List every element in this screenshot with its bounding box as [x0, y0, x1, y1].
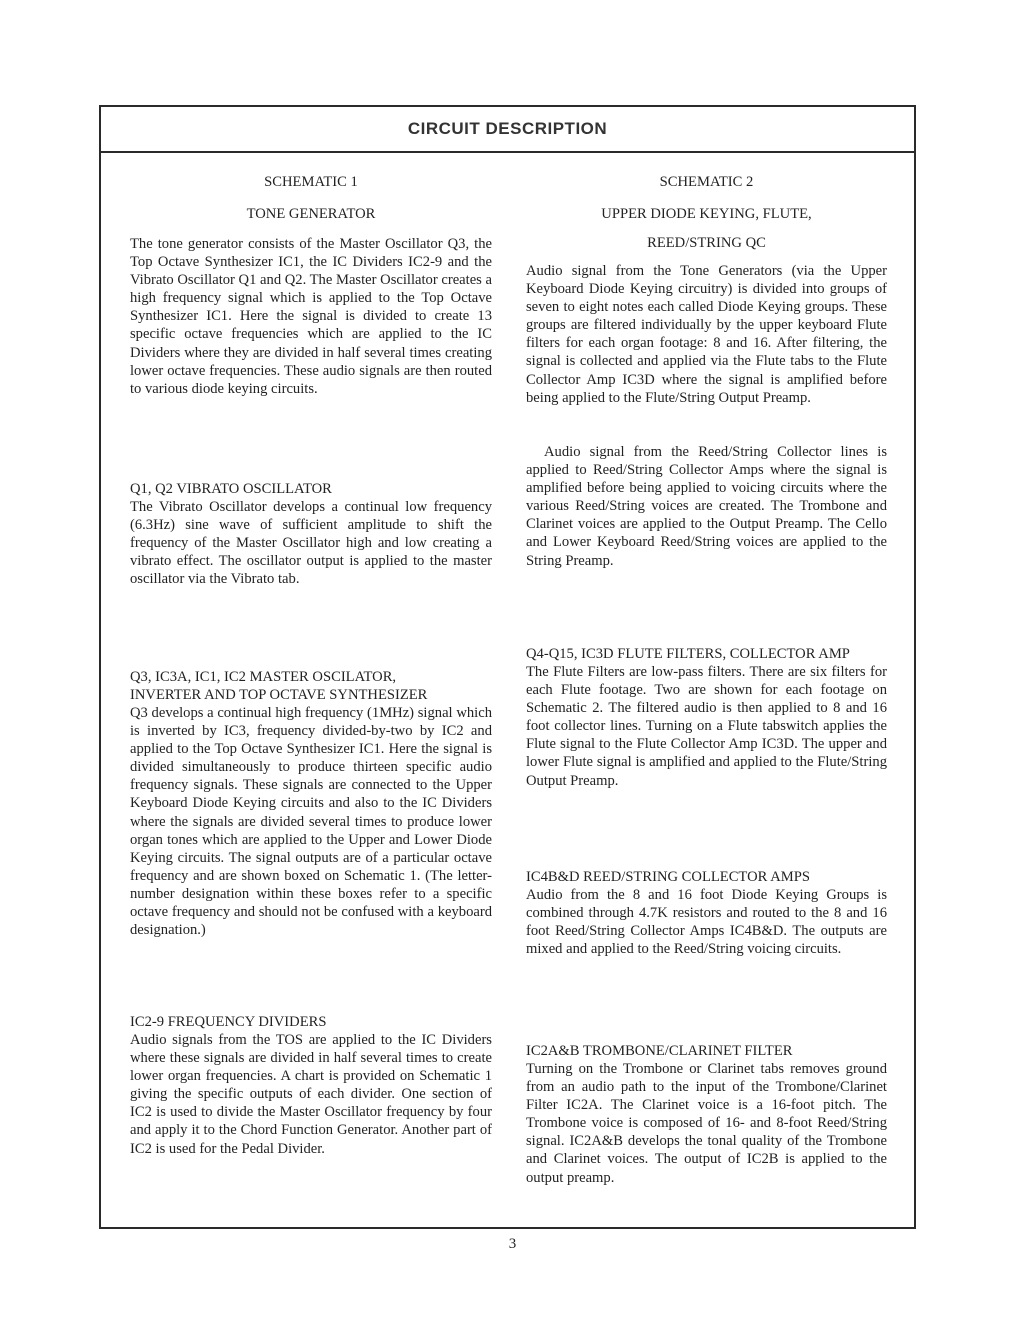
tone-generator-intro: The tone generator consists of the Master Oscillator Q3, the Top Octave Synthesizer IC1, the IC Dividers IC2-9 and the Vibrato Oscillator Q1 and Q2. The Master Oscillator creates a high frequency signal which is applied to the Top Octave Synthesizer IC1. Here the signal is divided to create 13 specific octave frequencies which are applied to the IC Dividers where they are divided in half several times creating lower octave frequencies. These audio signals are then routed to various diode keying circuits.	[130, 236, 492, 397]
schematic-2-title: SCHEMATIC 2	[659, 174, 754, 190]
schematic-2-subtitle-line2: REED/STRING QC	[647, 235, 766, 251]
trombone-heading: IC2A&B TROMBONE/CLARINET FILTER	[526, 1043, 793, 1059]
flute-filters-heading: Q4-Q15, IC3D FLUTE FILTERS, COLLECTOR AMP	[526, 646, 850, 662]
trombone-body: Turning on the Trombone or Clarinet tabs removes ground from an audio path to the input of the Trombone/Clarinet Filter IC2A. The Clarinet voice is a 16-foot pitch. The Trombone voice is composed of 16- and 8-foot Reed/String signal. IC2A&B develops the tonal quality of the Trombone and Clarinet voices. The output of IC2B is applied to the output preamp.	[526, 1061, 887, 1186]
dividers-heading: IC2-9 FREQUENCY DIVIDERS	[130, 1014, 327, 1030]
upper-keying-intro: Audio signal from the Tone Generators (via the Upper Keyboard Diode Keying circuitry) is divided into groups of seven to eight notes each called Diode Keying groups. These groups are filtered individually by the upper keyboard Flute filters for each organ footage: 8 and 16. After filtering, the signal is collected and applied via the Flute tabs to the Flute Collector Amp IC3D where the signal is amplified before being applied to the Flute/String Output Preamp.	[526, 263, 887, 406]
reed-string-intro: Audio signal from the Reed/String Collector lines is applied to Reed/String Collector Amps where the signal is amplified before being applied to voicing circuits where the various Reed/String voices are created. The Trombone and Clarinet voices are applied to the Output Preamp. The Cello and Lower Keyboard Reed/String voices are applied to the String Preamp.	[526, 444, 887, 569]
page-frame	[99, 105, 916, 1229]
header-bar	[101, 107, 914, 153]
vibrato-heading: Q1, Q2 VIBRATO OSCILLATOR	[130, 481, 332, 497]
dividers-body: Audio signals from the TOS are applied to the IC Dividers where these signals are divided in half several times to create lower organ frequencies. A chart is provided on Schematic 1 giving the specific outputs of each divider. One section of IC2 is used to divide the Master Oscillator frequency by four and apply it to the Chord Function Generator. Another part of IC2 is used for the Pedal Divider.	[130, 1032, 492, 1157]
reed-collector-heading: IC4B&D REED/STRING COLLECTOR AMPS	[526, 869, 810, 885]
page-title: CIRCUIT DESCRIPTION	[407, 119, 608, 138]
schematic-1-subtitle: TONE GENERATOR	[246, 206, 376, 222]
schematic-1-title: SCHEMATIC 1	[264, 174, 358, 190]
vibrato-body: The Vibrato Oscillator develops a continual low frequency (6.3Hz) sine wave of sufficient amplitude to shift the frequency of the Master Oscillator high and low creating a vibrato effect. The oscillator output is applied to the master oscillator via the Vibrato tab.	[130, 499, 492, 588]
page-number: 3	[508, 1236, 517, 1252]
reed-collector-body: Audio from the 8 and 16 foot Diode Keying Groups is combined through 4.7K resistors and routed to the 8 and 16 foot Reed/String Collector Amps IC4B&D. The outputs are mixed and applied to the Reed/String voicing circuits.	[526, 887, 887, 958]
schematic-2-subtitle-line1: UPPER DIODE KEYING, FLUTE,	[601, 206, 812, 222]
master-osc-heading-line1: Q3, IC3A, IC1, IC2 MASTER OSCILATOR,	[130, 669, 397, 685]
master-osc-body: Q3 develops a continual high frequency (1MHz) signal which is inverted by IC3, frequency divided-by-two by IC2 and applied to the Top Octave Synthesizer IC1. Here the signal is divided simultaneously to produce thirteen specific audio frequency signals. These signals are connected to the Upper Keyboard Diode Keying circuits and also to the IC Dividers where the signals are divided several times to produce lower organ tones which are applied to the Upper and Lower Diode Keying circuits. The signal outputs are of a particular octave frequency and are shown boxed on Schematic 1. (The letter-number designation within these boxes refer to a specific octave frequency and should not be confused with a keyboard designation.)	[130, 705, 492, 939]
master-osc-heading-line2: INVERTER AND TOP OCTAVE SYNTHESIZER	[130, 687, 428, 703]
flute-filters-body: The Flute Filters are low-pass filters. There are six filters for each Flute footage. Two are shown for each footage on Schematic 2. The filtered audio is then applied to 8 and 16 foot collector lines. Turning on a Flute tabswitch applies the Flute signal to the Flute Collector Amp IC3D. The upper and lower Flute signal is amplified and applied to the Flute/String Output Preamp.	[526, 664, 887, 789]
